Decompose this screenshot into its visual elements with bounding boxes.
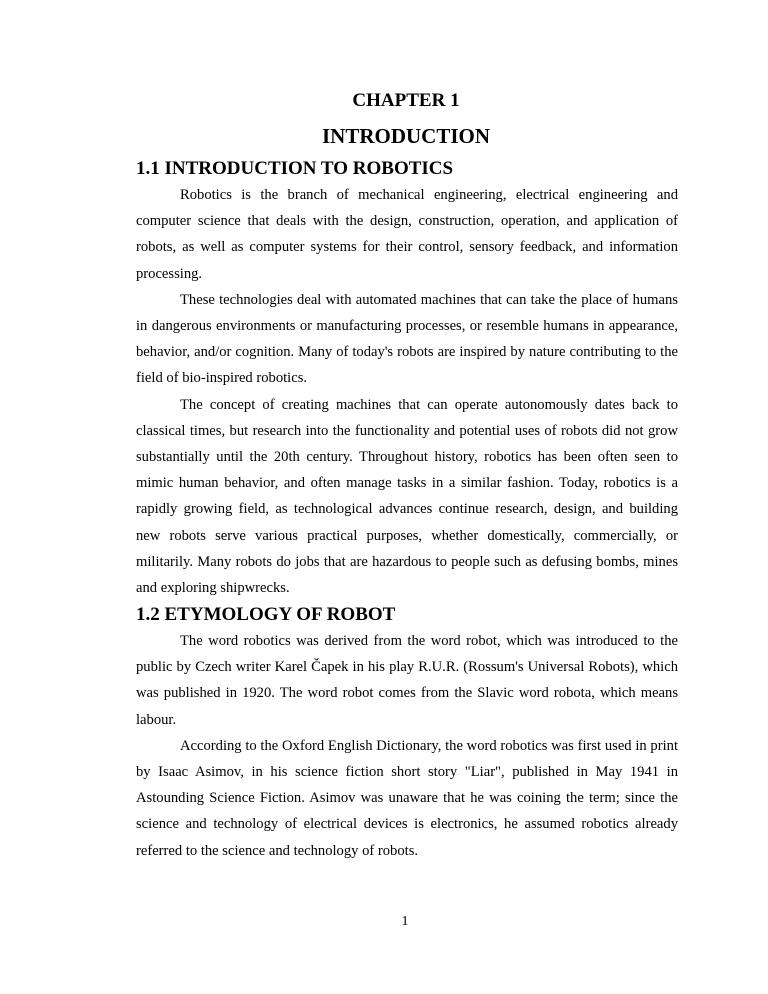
section-etymology-of-robot — [136, 604, 678, 864]
paragraph: Robotics is the branch of mechanical engineering, electrical engineering and computer science that deals with the design, construction, operation, and application of robots, as well as computer systems for their control, sensory feedback, and information processing. — [136, 187, 678, 282]
chapter-title: INTRODUCTION — [321, 124, 491, 148]
section-heading: 1.1 INTRODUCTION TO ROBOTICS — [136, 158, 454, 179]
paragraph: According to the Oxford English Dictionary, the word robotics was first used in print by Isaac Asimov, in his science fiction short story "Liar", published in May 1941 in Astounding Science Fiction. Asimov was unaware that he was coining the term; since the science and technology of electrical devices is electronics, he assumed robotics already referred to the science and technology of robots. — [136, 737, 678, 859]
paragraph: The word robotics was derived from the word robot, which was introduced to the public by Czech writer Karel Čapek in his play R.U.R. (Rossum's Universal Robots), which was published in 1920. The word robot comes from the Slavic word robota, which means labour. — [136, 633, 678, 728]
page-number: 1 — [401, 914, 409, 929]
section-introduction-to-robotics — [136, 158, 678, 601]
paragraph: These technologies deal with automated machines that can take the place of humans in dangerous environments or manufacturing processes, or resemble humans in appearance, behavior, and/or cognition. Many of today's robots are inspired by nature contributing to the field of bio-inspired robotics. — [136, 291, 678, 387]
paragraph: The concept of creating machines that can operate autonomously dates back to classical times, but research into the functionality and potential uses of robots did not grow substantially until the 20th century. Throughout history, robotics has been often seen to mimic human behavior, and often manage tasks in a similar fashion. Today, robotics is a rapidly growing field, as technological advances continue research, design, and building new robots serve various practical purposes, whether domestically, commercially, or militarily. Many robots do jobs that are hazardous to people such as defusing bombs, mines and exploring shipwrecks. — [136, 396, 678, 597]
section-heading: 1.2 ETYMOLOGY OF ROBOT — [136, 604, 396, 625]
chapter-label: CHAPTER 1 — [352, 90, 460, 111]
